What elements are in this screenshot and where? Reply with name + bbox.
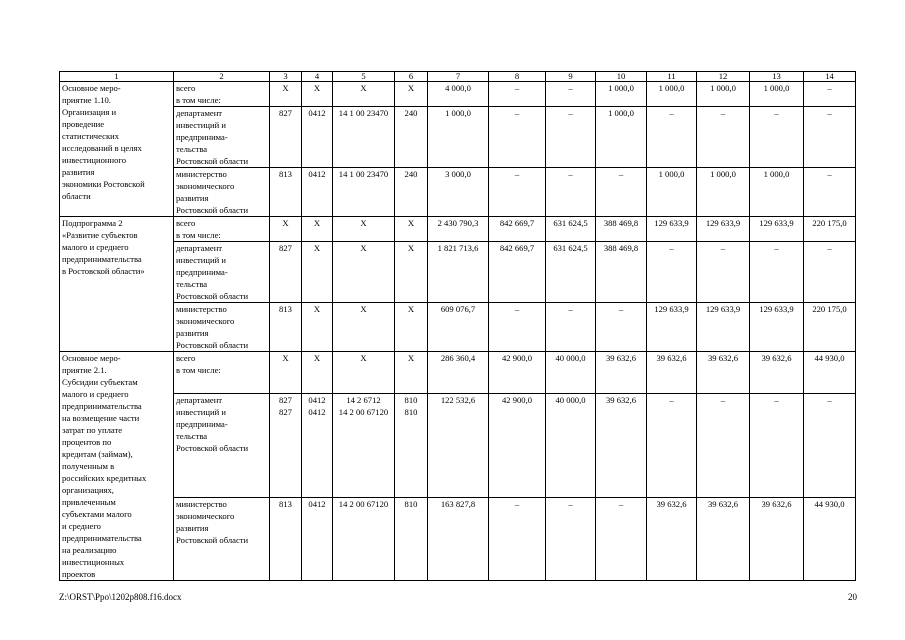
executor-cell: [174, 168, 270, 217]
value-cell: 1 000,0: [596, 107, 647, 168]
column-header: 11: [647, 72, 697, 82]
cell-line: Ростовской области: [176, 205, 249, 215]
executor-cell: [174, 107, 270, 168]
value-cell: X: [333, 242, 395, 303]
value-cell: 4 000,0: [428, 82, 489, 107]
cell-line: в том числе:: [176, 365, 221, 375]
cell-line: 810: [404, 395, 418, 406]
cell-line: тельства: [176, 279, 208, 289]
cell-line: кредитам (займам),: [62, 449, 133, 459]
cell-line: Основное меро-: [62, 353, 121, 363]
column-header: 5: [333, 72, 395, 82]
cell-line: в том числе:: [176, 230, 221, 240]
value-cell: 39 632,6: [750, 352, 804, 394]
table-row: [60, 497, 856, 580]
cell-line: полученным в: [62, 461, 115, 471]
cell-line: «Развитие субъектов: [62, 230, 138, 240]
value-cell: 220 175,0: [804, 303, 856, 352]
cell-line: на возмещение части: [62, 413, 140, 423]
cell-line: развития: [176, 522, 209, 533]
value-cell: –: [546, 107, 596, 168]
value-cell: –: [647, 107, 697, 168]
executor-cell: [174, 217, 270, 242]
value-cell: [428, 394, 489, 497]
executor-cell: [174, 82, 270, 107]
value-cell: 609 076,7: [428, 303, 489, 352]
value-cell: 286 360,4: [428, 352, 489, 394]
executor-cell: [174, 352, 270, 394]
cell-line: инвестиций и: [176, 255, 226, 265]
value-cell: 129 633,9: [750, 303, 804, 352]
cell-line: субъектами малого: [62, 509, 132, 519]
column-header: 4: [302, 72, 333, 82]
executor-cell: [174, 242, 270, 303]
value-cell: 14 2 00 67120: [333, 497, 395, 580]
cell-line: Основное меро-: [62, 83, 121, 93]
column-header: 9: [546, 72, 596, 82]
table-row: [60, 352, 856, 394]
cell-line: предпринимательства: [62, 254, 142, 264]
program-name-cell: [60, 217, 174, 352]
value-cell: X: [333, 303, 395, 352]
table-row: [60, 217, 856, 242]
column-header: 10: [596, 72, 647, 82]
budget-table: [59, 71, 856, 581]
cell-line: 0412: [308, 407, 326, 418]
column-header: 7: [428, 72, 489, 82]
table-row: [60, 303, 856, 352]
cell-line: министерство: [176, 304, 227, 314]
cell-line: и среднего: [62, 521, 101, 531]
value-cell: 44 930,0: [804, 352, 856, 394]
cell-line: исследований в целях: [62, 143, 142, 153]
cell-line: департамент: [176, 243, 223, 253]
cell-line: организациях,: [62, 485, 114, 495]
cell-line: 14 2 00 67120: [338, 407, 389, 418]
value-cell: 1 000,0: [750, 82, 804, 107]
value-cell: –: [546, 82, 596, 107]
value-cell: [647, 394, 697, 497]
cell-line: Ростовской области: [176, 443, 249, 454]
value-cell: –: [804, 82, 856, 107]
value-cell: 1 000,0: [596, 82, 647, 107]
cell-line: 827: [279, 395, 292, 406]
table-row: [60, 82, 856, 107]
cell-line: Ростовской области: [176, 340, 249, 350]
value-cell: –: [489, 303, 546, 352]
value-cell: 1 821 713,6: [428, 242, 489, 303]
value-cell: –: [489, 168, 546, 217]
value-cell: –: [804, 242, 856, 303]
value-cell: 388 469,8: [596, 217, 647, 242]
value-cell: 1 000,0: [428, 107, 489, 168]
cell-line: в Ростовской области»: [62, 266, 145, 276]
cell-line: экономики Ростовской: [62, 179, 145, 189]
cell-line: статистических: [62, 131, 120, 141]
value-cell: X: [333, 82, 395, 107]
value-cell: [302, 394, 333, 497]
value-cell: X: [395, 217, 428, 242]
cell-line: министерство: [176, 169, 227, 179]
column-header: 8: [489, 72, 546, 82]
cell-line: инвестиций и: [176, 120, 226, 130]
cell-line: в том числе:: [176, 95, 221, 105]
header-row: [60, 72, 856, 82]
value-cell: X: [270, 352, 302, 394]
cell-line: Подпрограмма 2: [62, 218, 123, 228]
value-cell: 631 624,5: [546, 242, 596, 303]
cell-line: тельства: [176, 431, 208, 442]
cell-line: 39 632,6: [605, 395, 637, 406]
value-cell: –: [750, 242, 804, 303]
value-cell: 0412: [302, 168, 333, 217]
value-cell: [596, 394, 647, 497]
value-cell: 39 632,6: [750, 497, 804, 580]
column-header: 6: [395, 72, 428, 82]
cell-line: 40 000,0: [555, 395, 586, 406]
cell-line: приятие 1.10.: [62, 95, 111, 105]
value-cell: 14 1 00 23470: [333, 168, 395, 217]
value-cell: 14 1 00 23470: [333, 107, 395, 168]
value-cell: –: [697, 107, 750, 168]
value-cell: X: [395, 303, 428, 352]
table-row: [60, 107, 856, 168]
executor-cell: [174, 394, 270, 497]
program-name-cell: [60, 352, 174, 581]
value-cell: 129 633,9: [647, 303, 697, 352]
value-cell: 1 000,0: [697, 168, 750, 217]
table-row: [60, 168, 856, 217]
column-header: 13: [750, 72, 804, 82]
cell-line: развития: [176, 328, 209, 338]
value-cell: 42 900,0: [489, 352, 546, 394]
page-number: 20: [848, 592, 857, 602]
program-name-cell: [60, 82, 174, 217]
value-cell: 813: [270, 168, 302, 217]
cell-line: 122 532,6: [440, 395, 476, 406]
value-cell: 1 000,0: [647, 82, 697, 107]
cell-line: 42 900,0: [501, 395, 533, 406]
value-cell: 129 633,9: [697, 217, 750, 242]
cell-line: Ростовской области: [176, 156, 249, 166]
value-cell: X: [333, 352, 395, 394]
executor-cell: [174, 497, 270, 580]
table-row: [60, 394, 856, 497]
cell-line: тельства: [176, 144, 208, 154]
cell-line: Организация и: [62, 107, 117, 117]
value-cell: 0412: [302, 497, 333, 580]
cell-line: министерство: [176, 498, 227, 509]
cell-line: привлеченным: [62, 497, 116, 507]
value-cell: X: [395, 82, 428, 107]
value-cell: 827: [270, 242, 302, 303]
value-cell: 388 469,8: [596, 242, 647, 303]
table-row: [60, 242, 856, 303]
value-cell: X: [302, 242, 333, 303]
value-cell: 39 632,6: [697, 352, 750, 394]
value-cell: 842 669,7: [489, 242, 546, 303]
value-cell: 40 000,0: [546, 352, 596, 394]
value-cell: –: [596, 168, 647, 217]
cell-line: малого и среднего: [62, 242, 129, 252]
cell-line: инвестиционных: [62, 557, 125, 567]
value-cell: [546, 394, 596, 497]
value-cell: 220 175,0: [804, 217, 856, 242]
value-cell: X: [395, 352, 428, 394]
cell-line: проектов: [62, 569, 96, 579]
value-cell: X: [302, 217, 333, 242]
value-cell: –: [697, 242, 750, 303]
cell-line: инвестиционного: [62, 155, 126, 165]
cell-line: инвестиций и: [176, 407, 226, 418]
cell-line: предпринима-: [176, 419, 228, 430]
cell-line: развития: [176, 193, 209, 203]
value-cell: [395, 394, 428, 497]
value-cell: 0412: [302, 107, 333, 168]
value-cell: 44 930,0: [804, 497, 856, 580]
cell-line: 827: [279, 407, 292, 418]
cell-line: экономического: [176, 510, 235, 521]
value-cell: 129 633,9: [750, 217, 804, 242]
value-cell: 39 632,6: [647, 497, 697, 580]
value-cell: 2 430 790,3: [428, 217, 489, 242]
cell-line: российских кредитных: [62, 473, 147, 483]
value-cell: –: [489, 82, 546, 107]
cell-line: Субсидии субъектам: [62, 377, 138, 387]
value-cell: [489, 394, 546, 497]
cell-line: 14 2 6712: [346, 395, 381, 406]
value-cell: 1 000,0: [647, 168, 697, 217]
cell-line: –: [720, 395, 726, 406]
cell-line: департамент: [176, 395, 223, 406]
column-header: 14: [804, 72, 856, 82]
value-cell: –: [804, 107, 856, 168]
value-cell: –: [489, 497, 546, 580]
value-cell: 631 624,5: [546, 217, 596, 242]
cell-line: Ростовской области: [176, 534, 249, 545]
cell-line: всего: [176, 218, 196, 228]
cell-line: всего: [176, 83, 196, 93]
cell-line: на реализацию: [62, 545, 117, 555]
cell-line: экономического: [176, 316, 235, 326]
value-cell: [750, 394, 804, 497]
column-header: 1: [60, 72, 174, 82]
value-cell: X: [333, 217, 395, 242]
value-cell: –: [804, 168, 856, 217]
value-cell: 3 000,0: [428, 168, 489, 217]
value-cell: 129 633,9: [647, 217, 697, 242]
value-cell: X: [302, 303, 333, 352]
value-cell: X: [302, 82, 333, 107]
cell-line: всего: [176, 353, 196, 363]
value-cell: [804, 394, 856, 497]
cell-line: –: [827, 395, 832, 406]
executor-cell: [174, 303, 270, 352]
value-cell: –: [546, 168, 596, 217]
value-cell: –: [647, 242, 697, 303]
cell-line: Ростовской области: [176, 291, 249, 301]
value-cell: –: [546, 303, 596, 352]
column-header: 2: [174, 72, 270, 82]
cell-line: предпринимательства: [62, 533, 142, 543]
cell-line: департамент: [176, 108, 223, 118]
value-cell: 827: [270, 107, 302, 168]
value-cell: –: [750, 107, 804, 168]
value-cell: 240: [395, 168, 428, 217]
cell-line: малого и среднего: [62, 389, 129, 399]
cell-line: –: [669, 395, 674, 406]
value-cell: 813: [270, 303, 302, 352]
cell-line: проведение: [62, 119, 105, 129]
value-cell: 39 632,6: [647, 352, 697, 394]
column-header: 12: [697, 72, 750, 82]
value-cell: 39 632,6: [596, 352, 647, 394]
value-cell: X: [270, 82, 302, 107]
value-cell: X: [302, 352, 333, 394]
value-cell: –: [489, 107, 546, 168]
column-header: 3: [270, 72, 302, 82]
cell-line: предпринима-: [176, 267, 228, 277]
cell-line: приятие 2.1.: [62, 365, 107, 375]
cell-line: предпринимательства: [62, 401, 142, 411]
value-cell: 39 632,6: [697, 497, 750, 580]
value-cell: 813: [270, 497, 302, 580]
value-cell: –: [596, 303, 647, 352]
value-cell: X: [270, 217, 302, 242]
value-cell: 1 000,0: [750, 168, 804, 217]
cell-line: затрат по уплате: [62, 425, 123, 435]
value-cell: [697, 394, 750, 497]
value-cell: [333, 394, 395, 497]
value-cell: [270, 394, 302, 497]
cell-line: 810: [404, 407, 418, 418]
cell-line: 0412: [308, 395, 326, 406]
cell-line: развития: [62, 167, 95, 177]
cell-line: экономического: [176, 181, 235, 191]
value-cell: 240: [395, 107, 428, 168]
value-cell: 1 000,0: [697, 82, 750, 107]
value-cell: 842 669,7: [489, 217, 546, 242]
value-cell: –: [596, 497, 647, 580]
value-cell: –: [546, 497, 596, 580]
value-cell: 810: [395, 497, 428, 580]
cell-line: предпринима-: [176, 132, 228, 142]
file-path: Z:\ORST\Ppo\1202p808.f16.docx: [59, 592, 182, 602]
cell-line: –: [774, 395, 779, 406]
cell-line: области: [62, 191, 91, 201]
cell-line: процентов по: [62, 437, 112, 447]
value-cell: 129 633,9: [697, 303, 750, 352]
value-cell: X: [395, 242, 428, 303]
value-cell: 163 827,8: [428, 497, 489, 580]
